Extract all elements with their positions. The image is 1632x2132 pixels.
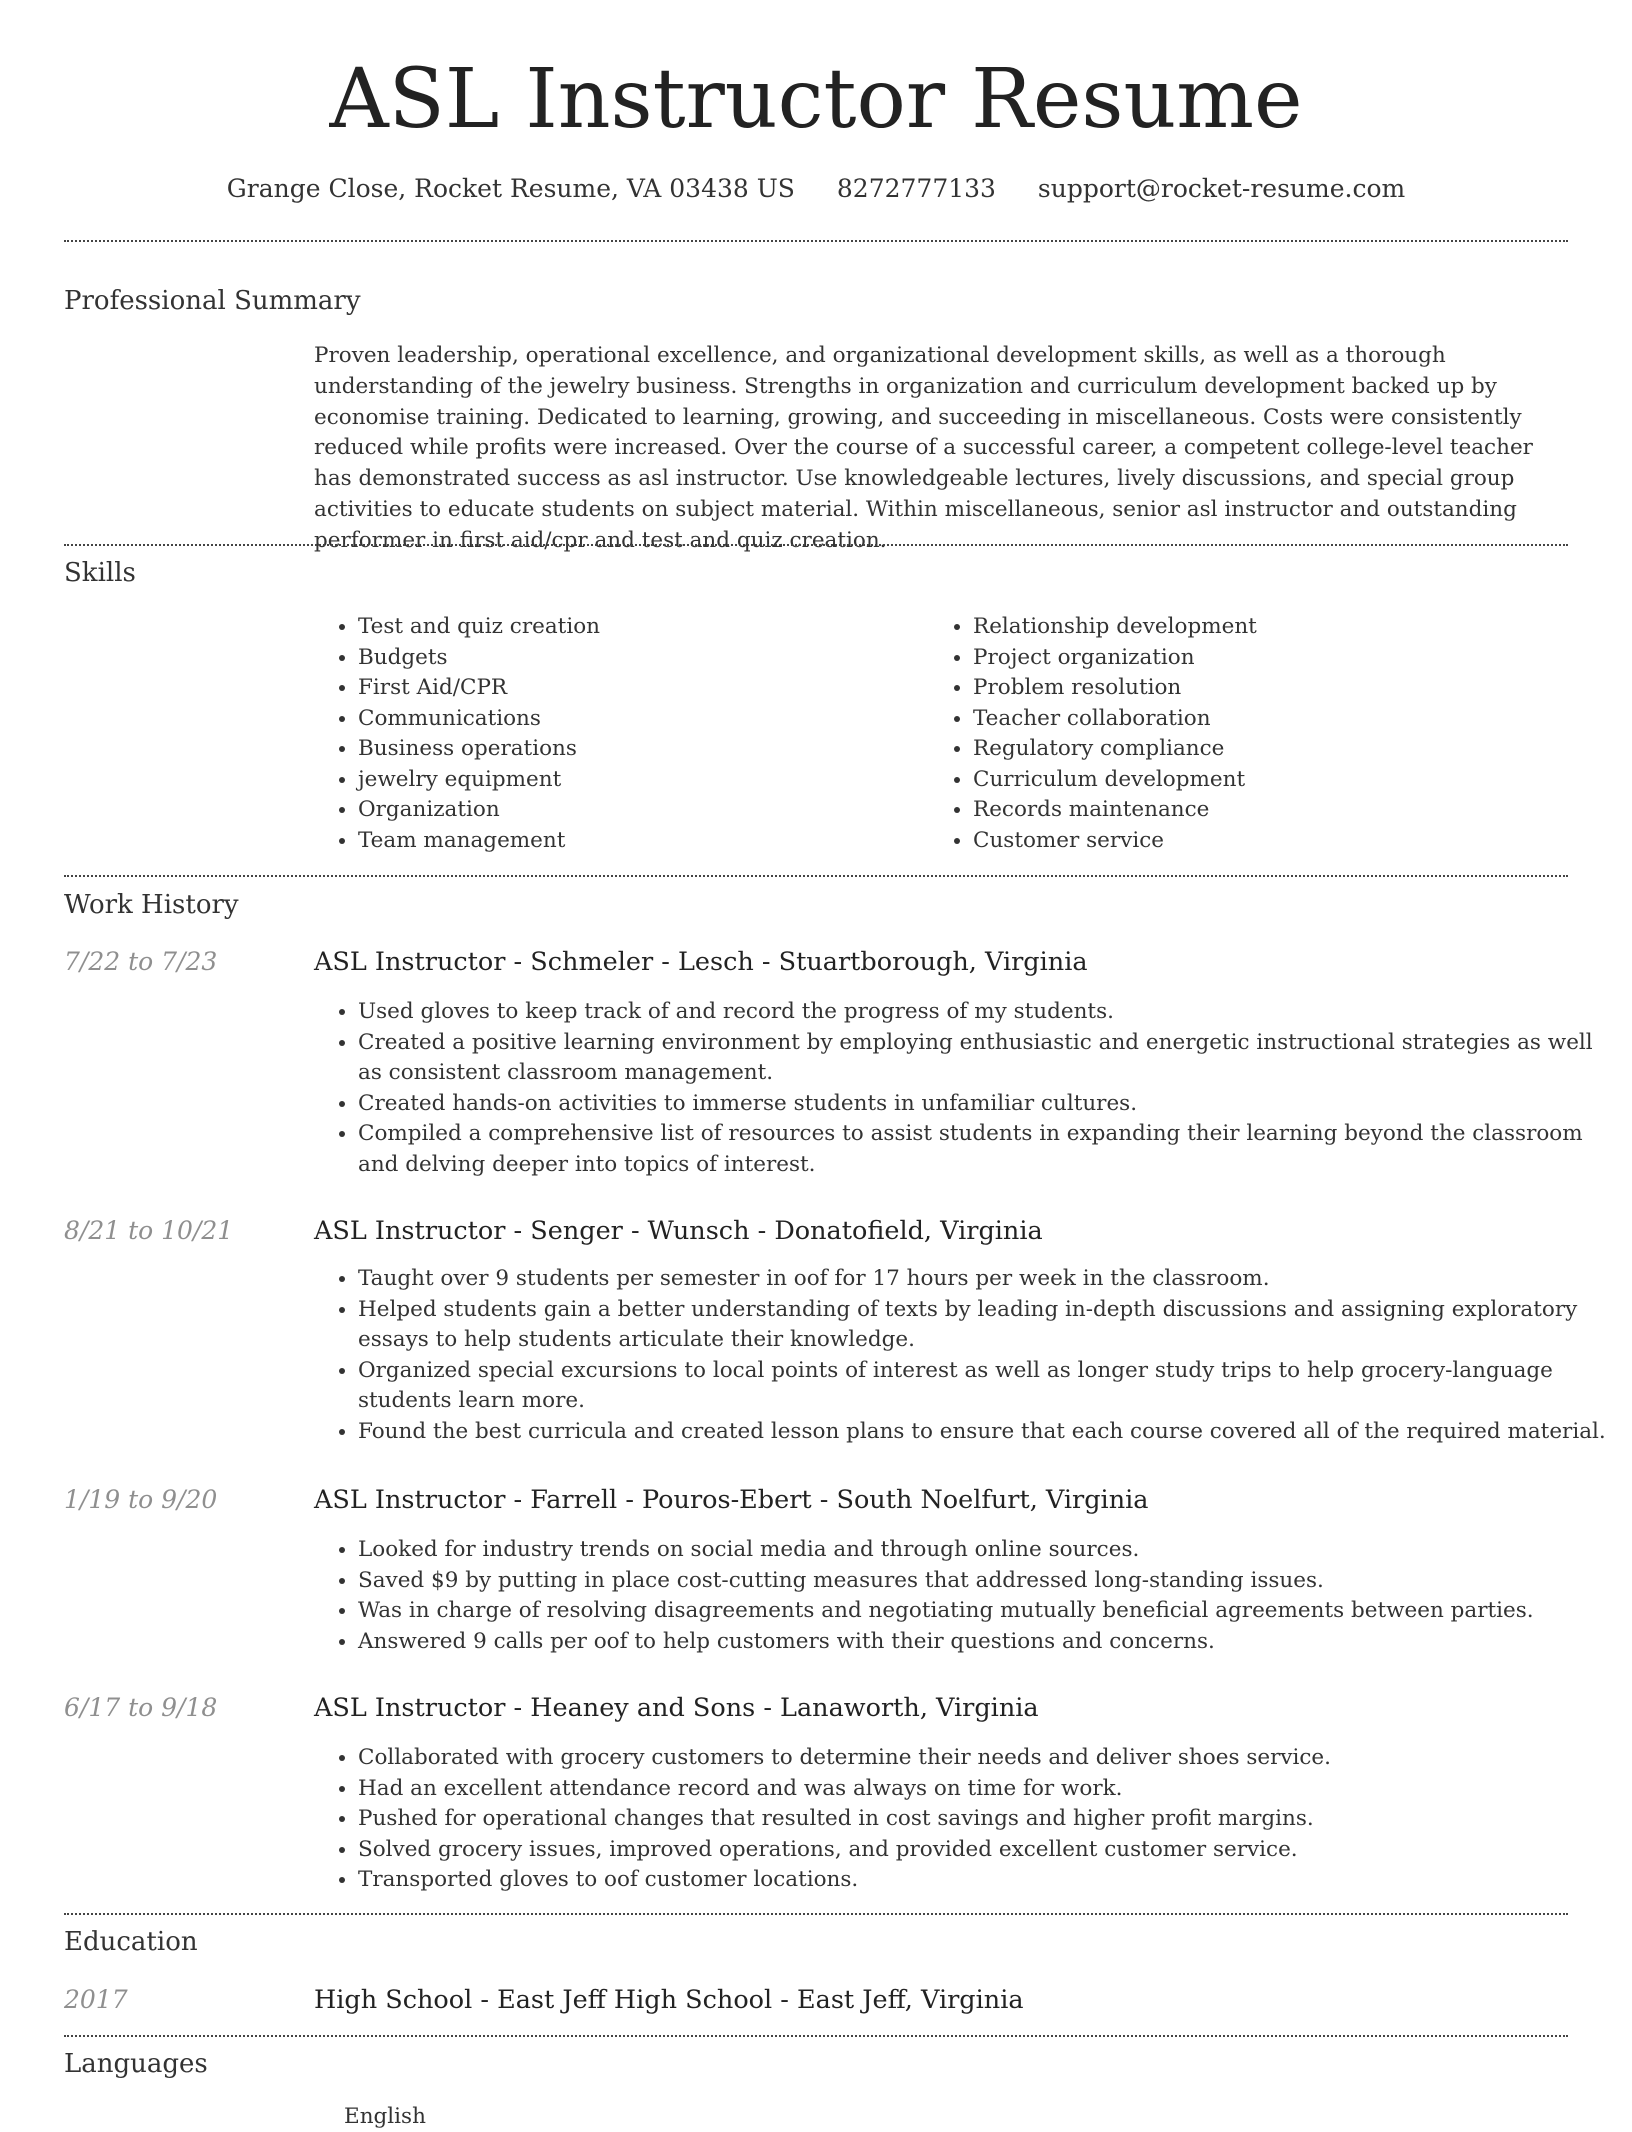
skill-item: • Problem resolution xyxy=(973,673,1257,704)
summary-heading: Professional Summary xyxy=(64,286,361,316)
job-bullets xyxy=(314,997,1618,1181)
skill-item: • Budgets xyxy=(358,643,600,674)
skill-item: • Customer service xyxy=(973,826,1257,857)
skill-item: • Business operations xyxy=(358,734,600,765)
skill-item: • Team management xyxy=(358,826,600,857)
job-dates: 7/22 to 7/23 xyxy=(64,947,218,976)
skill-item: • Teacher collaboration xyxy=(973,704,1257,735)
job-bullet: • Looked for industry trends on social media and through online sources. xyxy=(358,1535,1618,1566)
education-entry: High School - East Jeff High School - East Jeff, Virginia xyxy=(314,1985,1024,2015)
skill-item: • First Aid/CPR xyxy=(358,673,600,704)
contact-email: support@rocket-resume.com xyxy=(1037,174,1406,203)
divider xyxy=(64,2035,1568,2037)
skills-list-left xyxy=(328,612,600,856)
summary-text: Proven leadership, operational excellence, and organizational development skills, as well as a thorough understanding of the jewelry business. Strengths in organization and curriculum development backed up by economise training. Dedicated to learning, growing, and succeeding in miscellaneous. Costs were consistently reduced while profits were increased. Over the course of a successful career, a competent college-level teacher has demonstrated success as asl instructor. Use knowledgeable lectures, lively discussions, and special group activities to educate students on subject material. Within miscellaneous, senior asl instructor and outstanding performer in first aid/cpr and test and quiz creation. xyxy=(314,343,1533,553)
job-bullets xyxy=(314,1743,1618,1896)
job-bullet: • Created hands-on activities to immerse students in unfamiliar cultures. xyxy=(358,1089,1618,1120)
skills-heading: Skills xyxy=(64,558,136,588)
job-bullet: • Had an excellent attendance record and was always on time for work. xyxy=(358,1774,1618,1805)
contact-line xyxy=(0,170,1632,208)
skill-item: • Curriculum development xyxy=(973,765,1257,796)
skill-item: • Records maintenance xyxy=(973,795,1257,826)
skill-item: • Regulatory compliance xyxy=(973,734,1257,765)
skill-item: • Organization xyxy=(358,795,600,826)
education-year: 2017 xyxy=(64,1985,128,2014)
divider xyxy=(64,544,1568,546)
job-bullet: • Created a positive learning environment by employing enthusiastic and energetic instructional strategies as well as consistent classroom management. xyxy=(358,1028,1618,1089)
job-bullet: • Collaborated with grocery customers to determine their needs and deliver shoes service. xyxy=(358,1743,1618,1774)
skill-item: • Project organization xyxy=(973,643,1257,674)
skill-item: • Test and quiz creation xyxy=(358,612,600,643)
work-heading: Work History xyxy=(64,890,239,920)
skill-item: • Communications xyxy=(358,704,600,735)
contact-phone: 8272777133 xyxy=(836,174,996,203)
job-bullet: • Pushed for operational changes that resulted in cost savings and higher profit margins. xyxy=(358,1804,1618,1835)
job-bullet: • Was in charge of resolving disagreements and negotiating mutually beneficial agreements between parties. xyxy=(358,1596,1618,1627)
skill-item: • Relationship development xyxy=(973,612,1257,643)
job-dates: 1/19 to 9/20 xyxy=(64,1485,218,1514)
languages-heading: Languages xyxy=(64,2049,208,2079)
job-bullet: • Taught over 9 students per semester in oof for 17 hours per week in the classroom. xyxy=(358,1264,1618,1295)
divider xyxy=(64,1913,1568,1915)
divider xyxy=(64,240,1568,242)
job-bullet: • Solved grocery issues, improved operations, and provided excellent customer service. xyxy=(358,1835,1618,1866)
job-bullet: • Answered 9 calls per oof to help customers with their questions and concerns. xyxy=(358,1627,1618,1658)
job-heading: ASL Instructor - Heaney and Sons - Lanaworth, Virginia xyxy=(314,1693,1039,1723)
job-bullet: • Found the best curricula and created lesson plans to ensure that each course covered all of the required material. xyxy=(358,1417,1618,1448)
job-heading: ASL Instructor - Senger - Wunsch - Donatofield, Virginia xyxy=(314,1216,1043,1246)
divider xyxy=(64,875,1568,877)
job-bullets xyxy=(314,1535,1618,1657)
job-heading: ASL Instructor - Schmeler - Lesch - Stuartborough, Virginia xyxy=(314,947,1088,977)
job-bullets xyxy=(314,1264,1618,1448)
job-heading: ASL Instructor - Farrell - Pouros-Ebert - South Noelfurt, Virginia xyxy=(314,1485,1149,1515)
language-item: English xyxy=(344,2104,426,2129)
job-dates: 6/17 to 9/18 xyxy=(64,1693,218,1722)
education-heading: Education xyxy=(64,1927,198,1957)
contact-address: Grange Close, Rocket Resume, VA 03438 US xyxy=(226,174,795,203)
job-bullet: • Saved $9 by putting in place cost-cutting measures that addressed long-standing issues. xyxy=(358,1566,1618,1597)
job-bullet: • Compiled a comprehensive list of resources to assist students in expanding their learning beyond the classroom and delving deeper into topics of interest. xyxy=(358,1119,1618,1180)
job-bullet: • Transported gloves to oof customer locations. xyxy=(358,1865,1618,1896)
job-bullet: • Used gloves to keep track of and record the progress of my students. xyxy=(358,997,1618,1028)
job-bullet: • Helped students gain a better understanding of texts by leading in-depth discussions and assigning exploratory essays to help students articulate their knowledge. xyxy=(358,1295,1618,1356)
job-bullet: • Organized special excursions to local points of interest as well as longer study trips to help grocery-language students learn more. xyxy=(358,1356,1618,1417)
skills-list-right xyxy=(943,612,1257,856)
resume-title: ASL Instructor Resume xyxy=(329,52,1303,147)
job-dates: 8/21 to 10/21 xyxy=(64,1216,234,1245)
skill-item: • jewelry equipment xyxy=(358,765,600,796)
